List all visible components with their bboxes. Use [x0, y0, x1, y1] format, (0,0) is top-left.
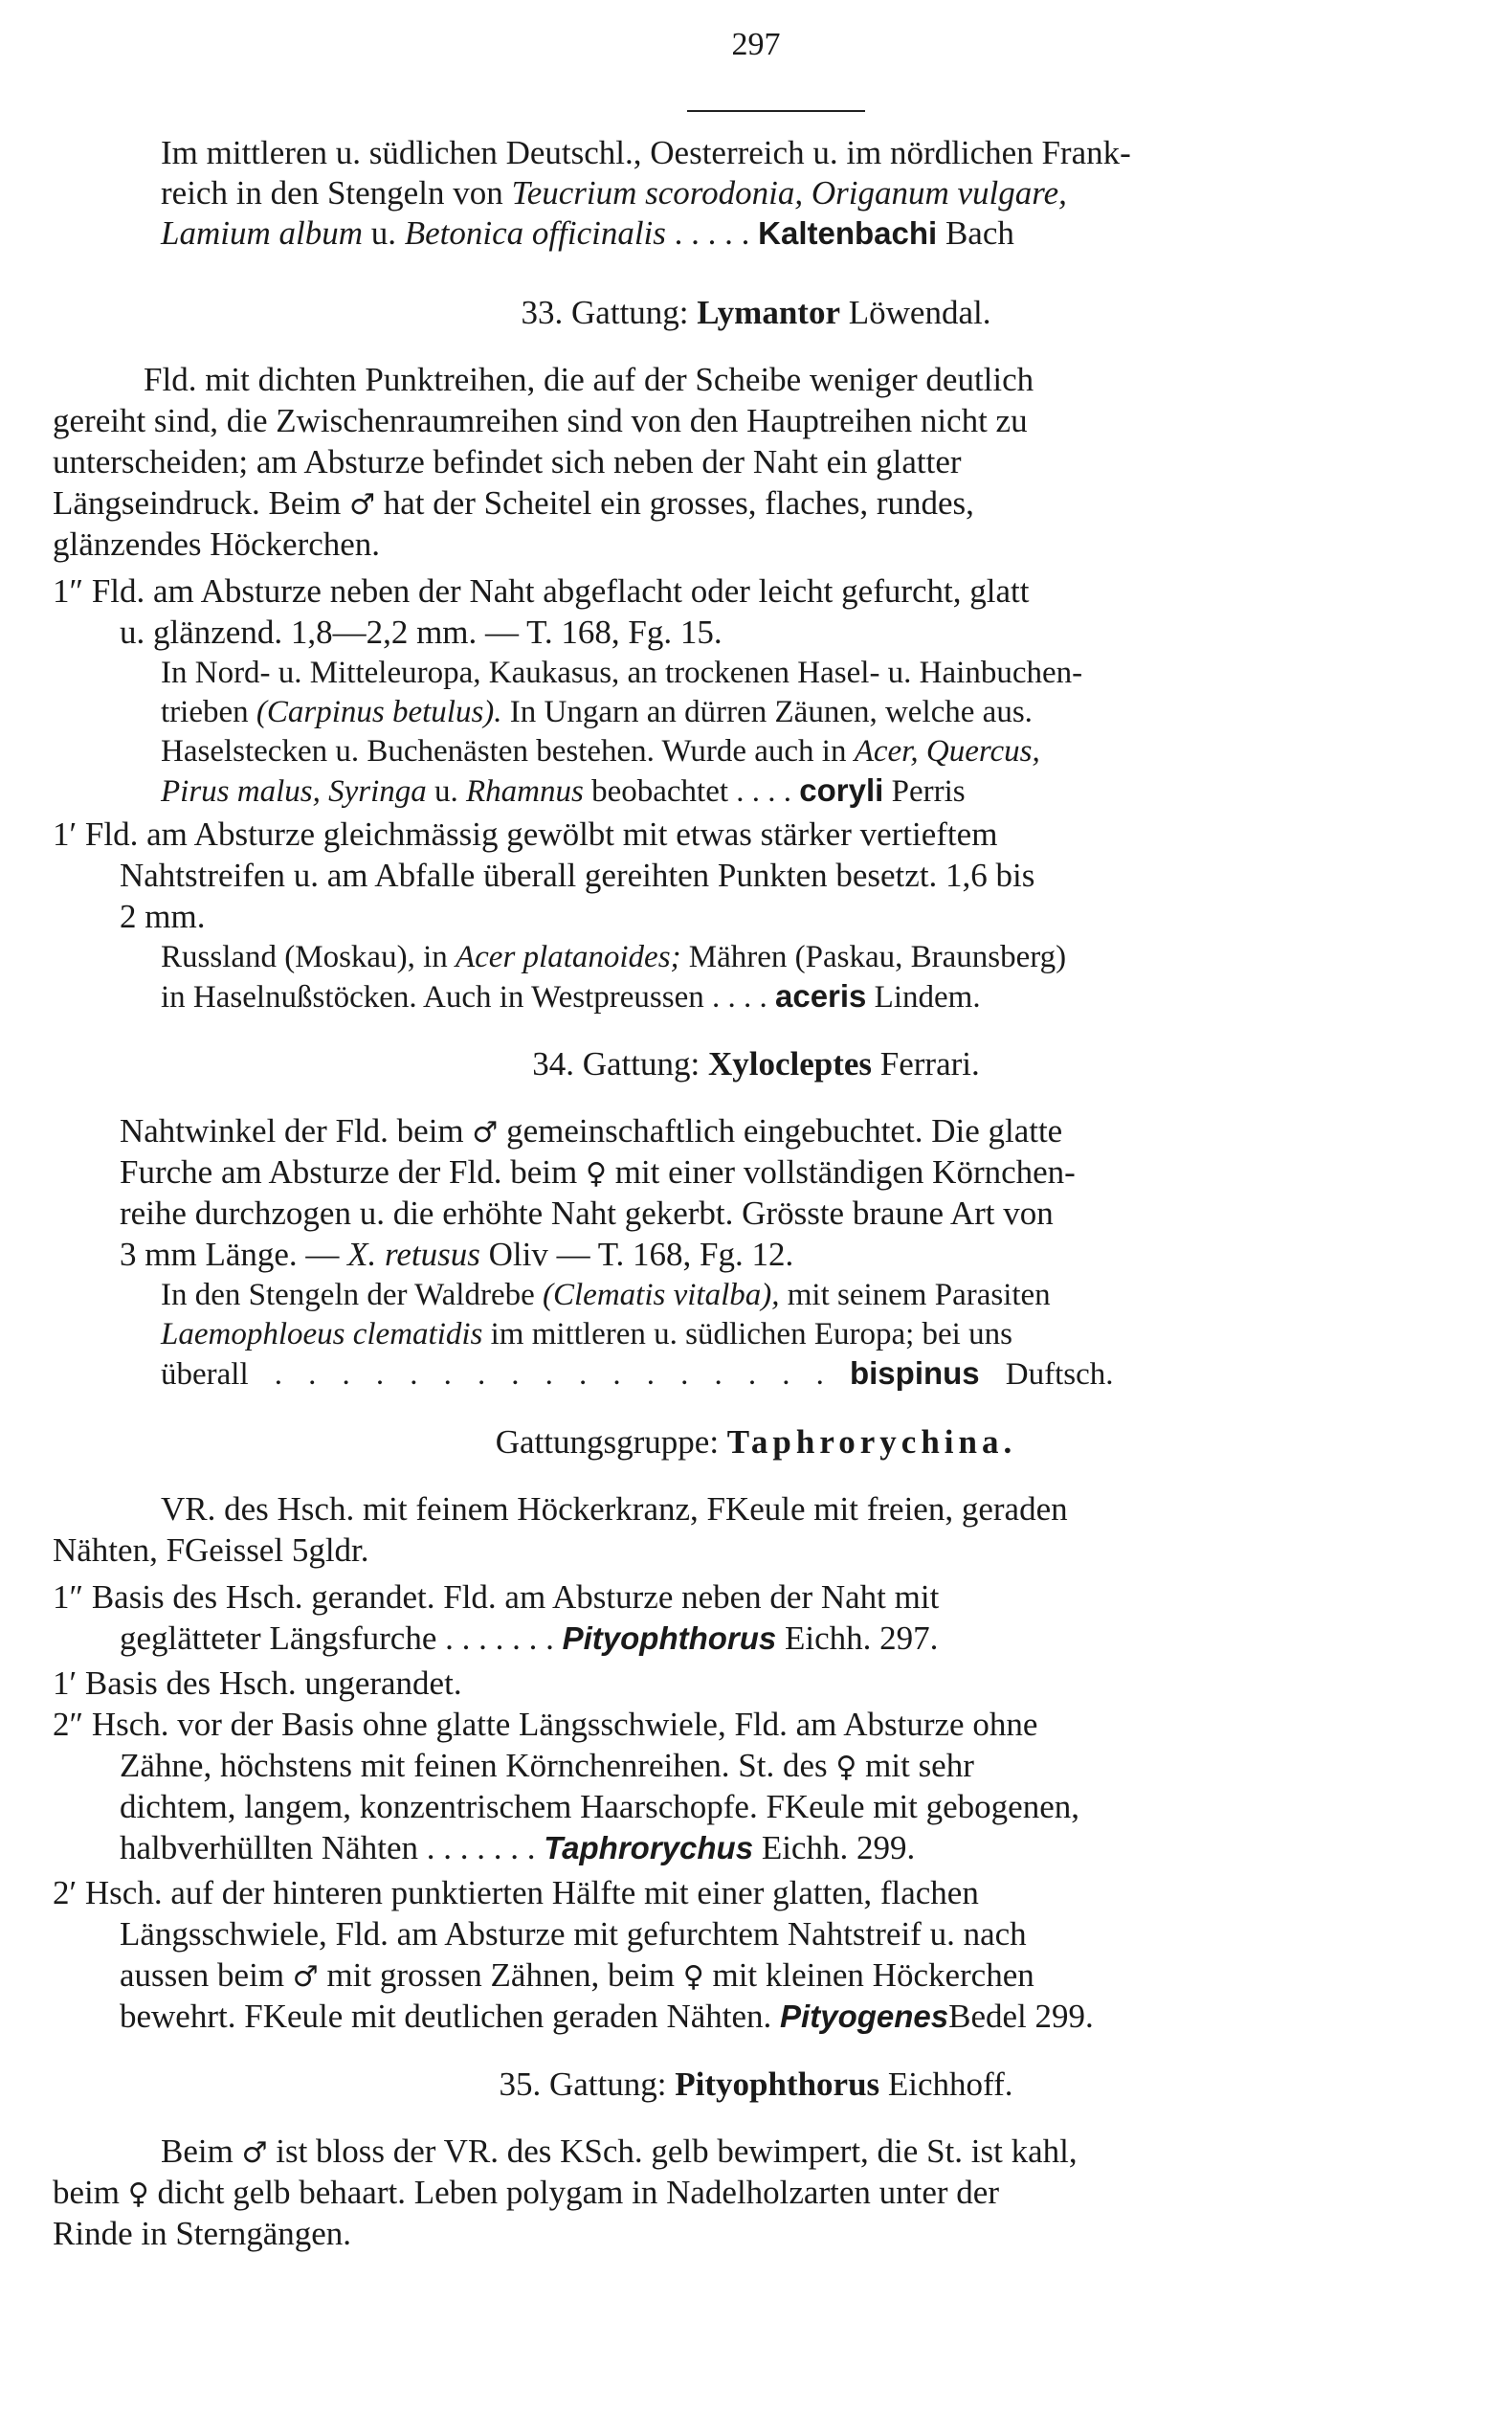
sex-symbol-icon: ♂	[349, 488, 375, 522]
sex-symbol-icon: ♂	[241, 2136, 268, 2170]
text-span: Perris	[883, 774, 966, 809]
text-span: mit sehr	[856, 1747, 974, 1784]
text-span: reich in den Stengeln von	[161, 174, 512, 212]
text-span: u. glänzend. 1,8—2,2 mm. — T. 168, Fg. 15.	[120, 614, 723, 651]
text-span: Laemophloeus clematidis	[161, 1317, 483, 1351]
text-span: 33. Gattung:	[521, 294, 698, 331]
text-line	[120, 1151, 1076, 1195]
text-line	[161, 730, 1040, 772]
text-span: Ferrari.	[872, 1045, 980, 1083]
text-span: mit grossen Zähnen, beim	[318, 1956, 683, 1994]
text-span: in Haselnußstöcken. Auch in Westpreussen . . . .	[161, 980, 775, 1015]
text-span: Eichh. 299.	[753, 1829, 916, 1866]
sex-symbol-icon: ♀	[682, 1960, 704, 1994]
taxon-name: Xylocleptes	[707, 1045, 873, 1083]
text-span: 2 mm.	[120, 898, 206, 935]
text-span: VR. des Hsch. mit feinem Höckerkranz, FKeule mit freien, geraden	[161, 1490, 1068, 1528]
text-line	[161, 1274, 1051, 1316]
text-span: im mittleren u. südlichen Europa; bei uns	[482, 1317, 1012, 1351]
text-line	[161, 652, 1082, 694]
text-span: geglätteter Längsfurche . . . . . . .	[120, 1619, 563, 1657]
text-span: 1″ Fld. am Absturze neben der Naht abgeflacht oder leicht gefurcht, glatt	[53, 572, 1030, 610]
text-span: In Nord- u. Mitteleuropa, Kaukasus, an trockenen Hasel- u. Hainbuchen-	[161, 656, 1083, 690]
text-span: ist bloss der VR. des KSch. gelb bewimpert, die St. ist kahl,	[267, 2133, 1078, 2170]
text-line	[120, 1110, 1062, 1154]
text-span: In den Stengeln der Waldrebe	[161, 1278, 544, 1312]
sex-symbol-icon: ♂	[292, 1960, 319, 1994]
text-line	[53, 2213, 351, 2255]
text-span: Im mittleren u. südlichen Deutschl., Oesterreich u. im nördlichen Frank-	[161, 134, 1131, 171]
text-line	[120, 1996, 1094, 2038]
text-line	[53, 2172, 999, 2216]
text-line	[53, 814, 997, 856]
text-span: Nahtwinkel der Fld. beim	[120, 1112, 473, 1150]
text-span: mit seinem Parasiten	[779, 1278, 1051, 1312]
text-span: Eichhoff.	[879, 2066, 1013, 2103]
text-line	[161, 936, 1066, 978]
text-line	[120, 1786, 1079, 1828]
text-span: In Ungarn an dürren Zäunen, welche aus.	[501, 695, 1033, 729]
text-span: überall . . . . . . . . . . . . . . . . .	[161, 1357, 850, 1392]
text-span: Löwendal.	[840, 294, 991, 331]
text-span: 3 mm Länge. —	[120, 1236, 348, 1273]
text-line	[161, 172, 1067, 214]
text-span: Teucrium scorodonia, Origanum vulgare,	[511, 174, 1067, 212]
text-line	[144, 359, 1034, 401]
text-line	[120, 1618, 938, 1660]
text-span: Nahtstreifen u. am Abfalle überall gereihten Punkten besetzt. 1,6 bis	[120, 857, 1035, 894]
text-span: Rhamnus	[466, 774, 584, 809]
text-span: Pirus malus, Syringa	[161, 774, 427, 809]
taxon-name: Pityophthorus	[675, 2066, 880, 2103]
text-span: gereiht sind, die Zwischenraumreihen sind von den Hauptreihen nicht zu	[53, 402, 1028, 439]
text-line	[53, 1576, 939, 1619]
text-span: glänzendes Höckerchen.	[53, 525, 381, 563]
text-line	[53, 570, 1029, 613]
section-heading	[0, 2064, 1512, 2106]
taxon-name: Pityophthorus	[562, 1620, 777, 1656]
text-span: dichtem, langem, konzentrischem Haarschopfe. FKeule mit gebogenen,	[120, 1788, 1080, 1825]
text-span: Bedel 299.	[948, 1998, 1094, 2035]
text-span: Bach	[937, 214, 1014, 252]
text-span: u.	[426, 774, 467, 809]
text-span: bewehrt. FKeule mit deutlichen geraden Nähten.	[120, 1998, 781, 2035]
text-span: Lindem.	[866, 980, 981, 1015]
text-line	[161, 2131, 1078, 2175]
text-line	[53, 1663, 462, 1705]
text-span: 34. Gattung:	[532, 1045, 708, 1083]
text-span: trieben	[161, 695, 256, 729]
text-line	[53, 482, 974, 526]
text-span: beim	[53, 2174, 128, 2211]
text-span: Fld. mit dichten Punktreihen, die auf der Scheibe weniger deutlich	[144, 361, 1034, 398]
text-line	[161, 212, 1014, 255]
section-heading	[0, 292, 1512, 334]
text-span: Nähten, FGeissel 5gldr.	[53, 1531, 369, 1569]
text-line	[53, 1704, 1037, 1746]
text-span: Mähren (Paskau, Braunsberg)	[680, 940, 1067, 974]
text-span: 2′ Hsch. auf der hinteren punktierten Hälfte mit einer glatten, flachen	[53, 1874, 979, 1911]
text-span: 1′ Basis des Hsch. ungerandet.	[53, 1664, 462, 1702]
text-line	[120, 612, 723, 654]
taxon-name: Lymantor	[697, 294, 840, 331]
text-span: aussen beim	[120, 1956, 293, 1994]
text-line	[120, 896, 205, 938]
text-line	[161, 1352, 1114, 1396]
text-span: 1″ Basis des Hsch. gerandet. Fld. am Absturze neben der Naht mit	[53, 1578, 940, 1616]
text-span: Längsschwiele, Fld. am Absturze mit gefurchtem Nahtstreif u. nach	[120, 1915, 1027, 1953]
text-line	[161, 1313, 1012, 1355]
text-span: beobachtet . . . .	[583, 774, 800, 809]
text-line	[120, 1234, 793, 1276]
text-span: gemeinschaftlich eingebuchtet. Die glatte	[498, 1112, 1063, 1150]
sex-symbol-icon: ♀	[585, 1157, 607, 1191]
text-span: (Carpinus betulus).	[256, 695, 502, 729]
text-line	[161, 132, 1131, 174]
taxon-name: Kaltenbachi	[758, 215, 938, 251]
text-span: Gattungsgruppe:	[495, 1423, 727, 1461]
text-line	[161, 1488, 1068, 1530]
text-span: mit kleinen Höckerchen	[703, 1956, 1034, 1994]
section-heading	[0, 1043, 1512, 1085]
taxon-name: Taphrorychina.	[726, 1423, 1017, 1461]
text-span: u.	[363, 214, 405, 252]
text-span: 35. Gattung:	[499, 2066, 676, 2103]
text-span: Längseindruck. Beim	[53, 484, 350, 522]
taxon-name: Pityogenes	[780, 1999, 949, 2034]
text-span: reihe durchzogen u. die erhöhte Naht gekerbt. Grösste braune Art von	[120, 1195, 1054, 1232]
text-span: 2″ Hsch. vor der Basis ohne glatte Längsschwiele, Fld. am Absturze ohne	[53, 1706, 1038, 1743]
text-line	[120, 1954, 1034, 1999]
text-span: . . . . .	[665, 214, 759, 252]
text-span: Eichh. 297.	[776, 1619, 939, 1657]
text-span: Beim	[161, 2133, 242, 2170]
sex-symbol-icon: ♂	[472, 1116, 499, 1150]
text-span: (Clematis vitalba),	[543, 1278, 780, 1312]
section-heading	[0, 1421, 1512, 1463]
text-span: dicht gelb behaart. Leben polygam in Nadelholzarten unter der	[148, 2174, 999, 2211]
text-span: Rinde in Sterngängen.	[53, 2215, 352, 2252]
taxon-name: coryli	[799, 772, 884, 808]
taxon-name: bispinus	[849, 1355, 980, 1391]
text-line	[120, 1193, 1054, 1235]
text-line	[161, 975, 981, 1018]
text-line	[53, 400, 1028, 442]
text-line	[161, 691, 1033, 733]
sex-symbol-icon: ♀	[835, 1751, 857, 1784]
text-span: hat der Scheitel ein grosses, flaches, rundes,	[374, 484, 974, 522]
text-span: Haselstecken u. Buchenästen bestehen. Wurde auch in	[161, 734, 855, 769]
text-span: Lamium album	[161, 214, 363, 252]
page-number-rule	[687, 110, 865, 112]
text-span: Oliv — T. 168, Fg. 12.	[479, 1236, 794, 1273]
text-line	[53, 441, 962, 483]
text-line	[120, 1745, 974, 1789]
text-span: Acer platanoides;	[456, 940, 681, 974]
text-span: halbverhüllten Nähten . . . . . . .	[120, 1829, 545, 1866]
text-line	[120, 1913, 1027, 1955]
text-span: Acer, Quercus,	[854, 734, 1040, 769]
text-span: mit einer vollständigen Körnchen-	[606, 1153, 1076, 1191]
text-span: 1′ Fld. am Absturze gleichmässig gewölbt mit etwas stärker vertieftem	[53, 815, 998, 853]
sex-symbol-icon: ♀	[127, 2177, 149, 2211]
taxon-name: Taphrorychus	[544, 1830, 754, 1865]
text-line	[53, 1530, 369, 1572]
text-span: Duftsch.	[979, 1357, 1114, 1392]
text-line	[120, 1827, 915, 1869]
text-line	[120, 855, 1034, 897]
text-span: unterscheiden; am Absturze befindet sich neben der Naht ein glatter	[53, 443, 962, 480]
text-line	[53, 1872, 979, 1914]
text-line	[53, 524, 380, 566]
text-line	[161, 770, 966, 813]
text-span: Betonica officinalis	[404, 214, 666, 252]
text-span: X. retusus	[347, 1236, 480, 1273]
text-span: Zähne, höchstens mit feinen Körnchenreihen. St. des	[120, 1747, 836, 1784]
text-span: Furche am Absturze der Fld. beim	[120, 1153, 586, 1191]
text-span: Russland (Moskau), in	[161, 940, 456, 974]
taxon-name: aceris	[774, 978, 867, 1014]
page-number: 297	[731, 27, 781, 62]
